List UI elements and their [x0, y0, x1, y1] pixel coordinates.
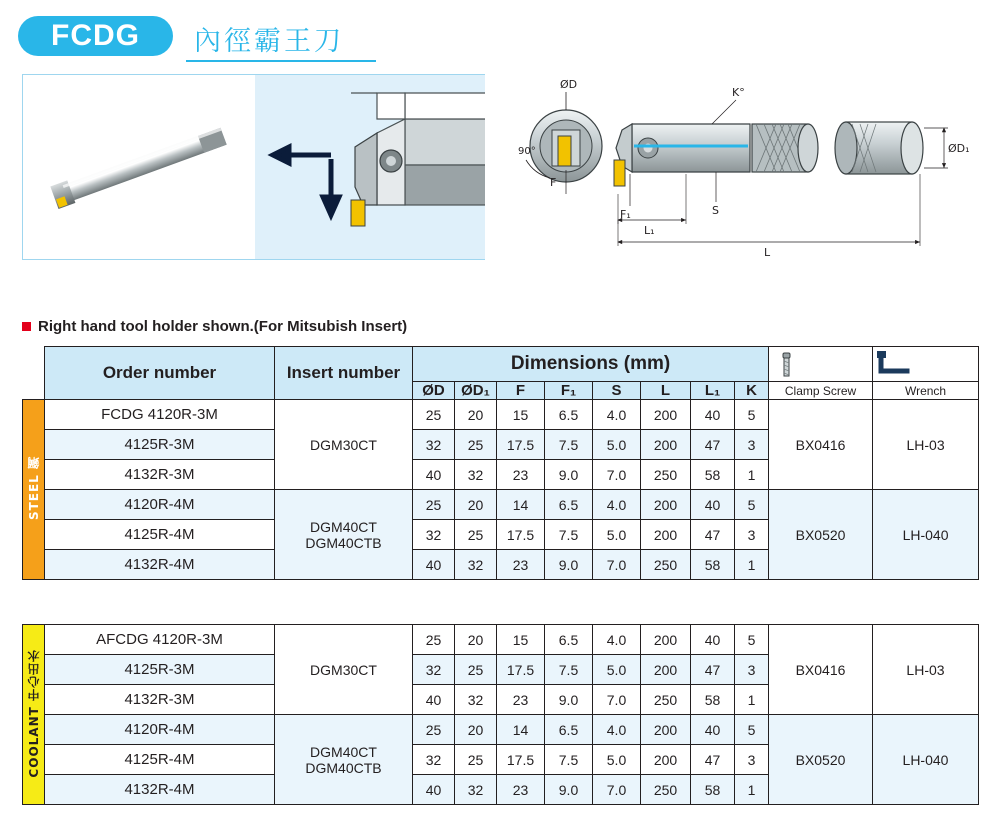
svg-text:F: F [550, 176, 557, 189]
cell-wrench: LH-040 [873, 715, 979, 805]
cell-k: 3 [735, 520, 769, 550]
header-wrench: Wrench [873, 382, 979, 400]
tool-photograph [23, 75, 255, 259]
header-col-d: ØD [413, 382, 455, 400]
clamp-screw-icon-cell [769, 347, 873, 382]
cell-f1: 9.0 [545, 775, 593, 805]
cell-wrench: LH-03 [873, 400, 979, 490]
insert-number-cell [275, 490, 413, 580]
steel-group-label: STEEL 鋼 [27, 455, 41, 521]
cell-k: 5 [735, 400, 769, 430]
table-row [23, 490, 979, 520]
cell-d: 32 [413, 745, 455, 775]
header-order-number: Order number [45, 347, 275, 400]
page-title-chinese: 內徑霸王刀 [194, 26, 344, 57]
cell-l: 200 [641, 400, 691, 430]
cell-f: 14 [497, 715, 545, 745]
header-col-k: K [735, 382, 769, 400]
cell-d: 32 [413, 655, 455, 685]
cell-l1: 40 [691, 400, 735, 430]
cell-s: 4.0 [593, 715, 641, 745]
insert-line-2: DGM40CTB [305, 534, 382, 551]
coolant-group-strip [23, 625, 45, 805]
insert-line-1: DGM40CT [310, 518, 377, 535]
cell-s: 7.0 [593, 685, 641, 715]
svg-text:K°: K° [732, 86, 745, 99]
cell-k: 1 [735, 460, 769, 490]
cell-l1: 58 [691, 460, 735, 490]
order-number-cell: 4132R-3M [45, 460, 275, 490]
cell-d1: 25 [455, 430, 497, 460]
coolant-spec-table [22, 624, 979, 805]
cell-k: 5 [735, 715, 769, 745]
cell-clamp-screw: BX0416 [769, 400, 873, 490]
cell-l1: 47 [691, 430, 735, 460]
cell-s: 5.0 [593, 655, 641, 685]
cell-clamp-screw: BX0416 [769, 625, 873, 715]
cell-f1: 9.0 [545, 460, 593, 490]
cell-k: 3 [735, 430, 769, 460]
note-bullet-icon [22, 322, 31, 331]
technical-drawing [500, 74, 980, 260]
strip-spacer-header [23, 347, 45, 400]
header-col-d1: ØD₁ [455, 382, 497, 400]
wrench-icon-cell [873, 347, 979, 382]
cell-d: 40 [413, 550, 455, 580]
note-text: Right hand tool holder shown.(For Mitsubish Insert) [38, 318, 408, 335]
cell-k: 3 [735, 655, 769, 685]
svg-text:L₁: L₁ [644, 224, 655, 237]
cell-l1: 47 [691, 520, 735, 550]
cell-l: 250 [641, 460, 691, 490]
wrench-icon [873, 347, 917, 381]
insert-number-cell [275, 715, 413, 805]
cell-f: 17.5 [497, 520, 545, 550]
cell-d1: 20 [455, 715, 497, 745]
order-number-cell: 4120R-4M [45, 490, 275, 520]
cell-l: 250 [641, 685, 691, 715]
svg-text:L: L [764, 246, 771, 259]
cell-d1: 25 [455, 655, 497, 685]
cell-k: 1 [735, 550, 769, 580]
svg-text:F₁: F₁ [620, 208, 631, 221]
cell-f: 23 [497, 775, 545, 805]
cell-d1: 20 [455, 490, 497, 520]
cell-l1: 58 [691, 550, 735, 580]
cell-d: 32 [413, 430, 455, 460]
table-row [23, 625, 979, 655]
cell-f1: 7.5 [545, 655, 593, 685]
cell-d1: 32 [455, 550, 497, 580]
cell-l: 200 [641, 490, 691, 520]
cell-l: 200 [641, 625, 691, 655]
knurl-section [752, 124, 818, 172]
cell-s: 5.0 [593, 745, 641, 775]
end-view [518, 78, 602, 194]
cell-f: 15 [497, 625, 545, 655]
svg-text:ØD: ØD [560, 78, 578, 91]
order-number-cell: 4125R-4M [45, 520, 275, 550]
cell-d1: 20 [455, 400, 497, 430]
cell-d: 32 [413, 520, 455, 550]
cell-f1: 7.5 [545, 745, 593, 775]
title-underline [186, 60, 376, 62]
cell-k: 1 [735, 685, 769, 715]
cell-d1: 20 [455, 625, 497, 655]
cell-k: 5 [735, 490, 769, 520]
order-number-cell: FCDG 4120R-3M [45, 400, 275, 430]
cell-d1: 25 [455, 745, 497, 775]
note-line [22, 318, 407, 335]
cell-f: 23 [497, 460, 545, 490]
header-col-f: F [497, 382, 545, 400]
cell-f1: 9.0 [545, 550, 593, 580]
order-number-cell: 4125R-4M [45, 745, 275, 775]
product-logo-badge [18, 16, 173, 56]
svg-text:ØD₁: ØD₁ [948, 142, 970, 155]
table-row [23, 400, 979, 430]
product-logo-text: FCDG [51, 19, 140, 52]
header-col-f1: F₁ [545, 382, 593, 400]
cell-s: 4.0 [593, 400, 641, 430]
cell-d1: 32 [455, 460, 497, 490]
cell-k: 5 [735, 625, 769, 655]
cell-wrench: LH-03 [873, 625, 979, 715]
cell-l1: 47 [691, 655, 735, 685]
order-number-cell: AFCDG 4120R-3M [45, 625, 275, 655]
clamp-screw-icon [769, 347, 803, 381]
header-dimensions: Dimensions (mm) [413, 347, 769, 382]
cell-d1: 32 [455, 775, 497, 805]
insert-line-1: DGM40CT [310, 743, 377, 760]
order-number-cell: 4125R-3M [45, 430, 275, 460]
order-number-cell: 4132R-4M [45, 550, 275, 580]
side-view [614, 86, 750, 221]
cell-l: 200 [641, 745, 691, 775]
cell-f: 17.5 [497, 745, 545, 775]
cell-f1: 6.5 [545, 400, 593, 430]
cell-l: 200 [641, 520, 691, 550]
cell-wrench: LH-040 [873, 490, 979, 580]
cell-f1: 6.5 [545, 715, 593, 745]
cell-l: 200 [641, 715, 691, 745]
cell-k: 3 [735, 745, 769, 775]
cell-f: 17.5 [497, 655, 545, 685]
cell-l: 250 [641, 550, 691, 580]
cell-d1: 32 [455, 685, 497, 715]
cell-d: 40 [413, 685, 455, 715]
cell-f: 17.5 [497, 430, 545, 460]
insert-number-cell: DGM30CT [275, 625, 413, 715]
cell-f1: 6.5 [545, 625, 593, 655]
steel-spec-table [22, 346, 979, 580]
cell-f: 23 [497, 550, 545, 580]
cell-l1: 40 [691, 625, 735, 655]
cell-clamp-screw: BX0520 [769, 715, 873, 805]
header-col-s: S [593, 382, 641, 400]
cell-l1: 58 [691, 685, 735, 715]
cell-s: 5.0 [593, 520, 641, 550]
cell-f1: 6.5 [545, 490, 593, 520]
dimension-lines [618, 174, 920, 259]
cell-d: 25 [413, 715, 455, 745]
page-header [18, 16, 978, 62]
header-insert-number: Insert number [275, 347, 413, 400]
order-number-cell: 4132R-3M [45, 685, 275, 715]
tool-detail-diagram [255, 75, 485, 259]
cell-s: 4.0 [593, 625, 641, 655]
table-row [23, 715, 979, 745]
order-number-cell: 4120R-4M [45, 715, 275, 745]
cell-f1: 7.5 [545, 520, 593, 550]
cell-d: 40 [413, 460, 455, 490]
cell-d1: 25 [455, 520, 497, 550]
order-number-cell: 4125R-3M [45, 655, 275, 685]
cell-d: 25 [413, 490, 455, 520]
svg-text:90°: 90° [518, 146, 536, 157]
cell-s: 7.0 [593, 550, 641, 580]
coolant-group-label: COOLANT 中心出水 [27, 648, 41, 778]
cell-d: 40 [413, 775, 455, 805]
cell-d: 25 [413, 625, 455, 655]
order-number-cell: 4132R-4M [45, 775, 275, 805]
cell-l1: 58 [691, 775, 735, 805]
insert-number-cell: DGM30CT [275, 400, 413, 490]
cell-s: 4.0 [593, 490, 641, 520]
cell-clamp-screw: BX0520 [769, 490, 873, 580]
cell-f: 15 [497, 400, 545, 430]
cell-f1: 7.5 [545, 430, 593, 460]
svg-text:S: S [712, 204, 719, 217]
cell-l: 200 [641, 430, 691, 460]
cell-l: 250 [641, 775, 691, 805]
cell-l: 200 [641, 655, 691, 685]
header-col-l: L [641, 382, 691, 400]
header-clamp-screw: Clamp Screw [769, 382, 873, 400]
cell-s: 5.0 [593, 430, 641, 460]
product-photo-panel [22, 74, 485, 260]
cell-k: 1 [735, 775, 769, 805]
cell-l1: 40 [691, 715, 735, 745]
table-header-row-1 [23, 347, 979, 382]
cell-l1: 40 [691, 490, 735, 520]
insert-line-2: DGM40CTB [305, 759, 382, 776]
header-col-l1: L₁ [691, 382, 735, 400]
cell-s: 7.0 [593, 460, 641, 490]
cell-s: 7.0 [593, 775, 641, 805]
steel-group-strip [23, 400, 45, 580]
cell-f: 23 [497, 685, 545, 715]
cell-l1: 47 [691, 745, 735, 775]
shank-cylinder [835, 122, 970, 174]
cell-d: 25 [413, 400, 455, 430]
cell-f1: 9.0 [545, 685, 593, 715]
cell-f: 14 [497, 490, 545, 520]
